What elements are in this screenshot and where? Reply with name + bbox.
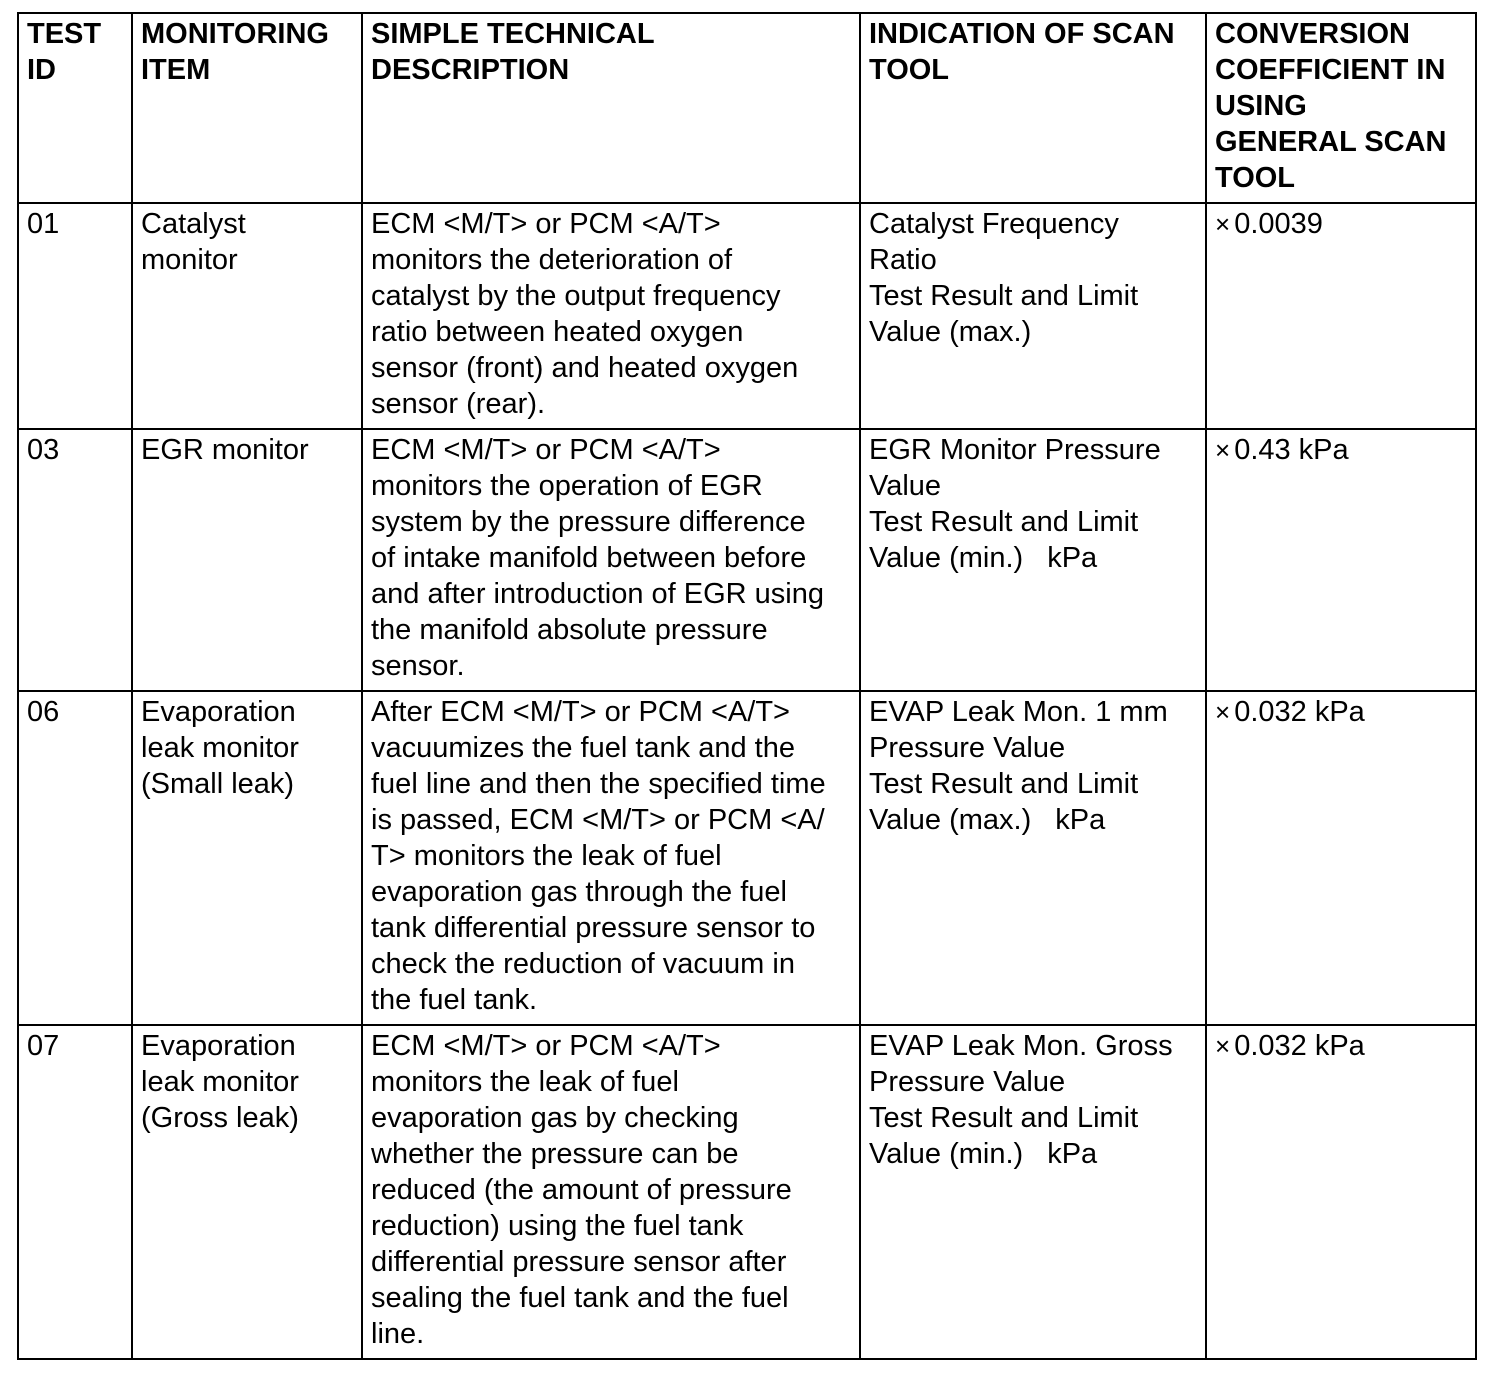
cell-indication: EVAP Leak Mon. 1 mm Pressure Value Test Result and Limit Value (max.) kPa — [860, 691, 1206, 1025]
cell-description: ECM <M/T> or PCM <A/T> monitors the deterioration of catalyst by the output frequency ratio between heated oxygen sensor (front) and heated oxygen sensor (rear). — [362, 203, 860, 429]
cell-conversion: × 0.43 kPa — [1206, 429, 1476, 691]
header-test-id: TEST ID — [18, 13, 132, 203]
cell-monitoring-item: Evaporation leak monitor (Gross leak) — [132, 1025, 362, 1359]
test-id-table — [17, 12, 1477, 1360]
cell-description: ECM <M/T> or PCM <A/T> monitors the operation of EGR system by the pressure difference of intake manifold between before and after introduction of EGR using the manifold absolute pressure sensor. — [362, 429, 860, 691]
multiply-symbol: × — [1215, 1031, 1231, 1061]
multiply-symbol: × — [1215, 209, 1231, 239]
cell-monitoring-item: EGR monitor — [132, 429, 362, 691]
header-conversion: CONVERSION COEFFICIENT IN USING GENERAL SCAN TOOL — [1206, 13, 1476, 203]
table-row — [18, 691, 1476, 1025]
cell-test-id: 06 — [18, 691, 132, 1025]
table-row — [18, 429, 1476, 691]
header-description: SIMPLE TECHNICAL DESCRIPTION — [362, 13, 860, 203]
cell-test-id: 07 — [18, 1025, 132, 1359]
multiply-symbol: × — [1215, 435, 1231, 465]
cell-test-id: 03 — [18, 429, 132, 691]
multiply-symbol: × — [1215, 697, 1231, 727]
cell-indication: EVAP Leak Mon. Gross Pressure Value Test Result and Limit Value (min.) kPa — [860, 1025, 1206, 1359]
cell-description: ECM <M/T> or PCM <A/T> monitors the leak of fuel evaporation gas by checking whether the pressure can be reduced (the amount of pressure reduction) using the fuel tank differential pressure sensor after sealing the fuel tank and the fuel line. — [362, 1025, 860, 1359]
header-indication: INDICATION OF SCAN TOOL — [860, 13, 1206, 203]
cell-conversion: × 0.032 kPa — [1206, 691, 1476, 1025]
header-row — [18, 13, 1476, 203]
table-row — [18, 1025, 1476, 1359]
header-monitoring-item: MONITORING ITEM — [132, 13, 362, 203]
table-row — [18, 203, 1476, 429]
cell-monitoring-item: Evaporation leak monitor (Small leak) — [132, 691, 362, 1025]
cell-indication: Catalyst Frequency Ratio Test Result and Limit Value (max.) — [860, 203, 1206, 429]
cell-conversion: × 0.0039 — [1206, 203, 1476, 429]
cell-description: After ECM <M/T> or PCM <A/T> vacuumizes the fuel tank and the fuel line and then the specified time is passed, ECM <M/T> or PCM <A/ T> monitors the leak of fuel evaporation gas through the fuel tank differential pressure sensor to check the reduction of vacuum in the fuel tank. — [362, 691, 860, 1025]
cell-test-id: 01 — [18, 203, 132, 429]
cell-monitoring-item: Catalyst monitor — [132, 203, 362, 429]
cell-conversion: × 0.032 kPa — [1206, 1025, 1476, 1359]
cell-indication: EGR Monitor Pressure Value Test Result and Limit Value (min.) kPa — [860, 429, 1206, 691]
